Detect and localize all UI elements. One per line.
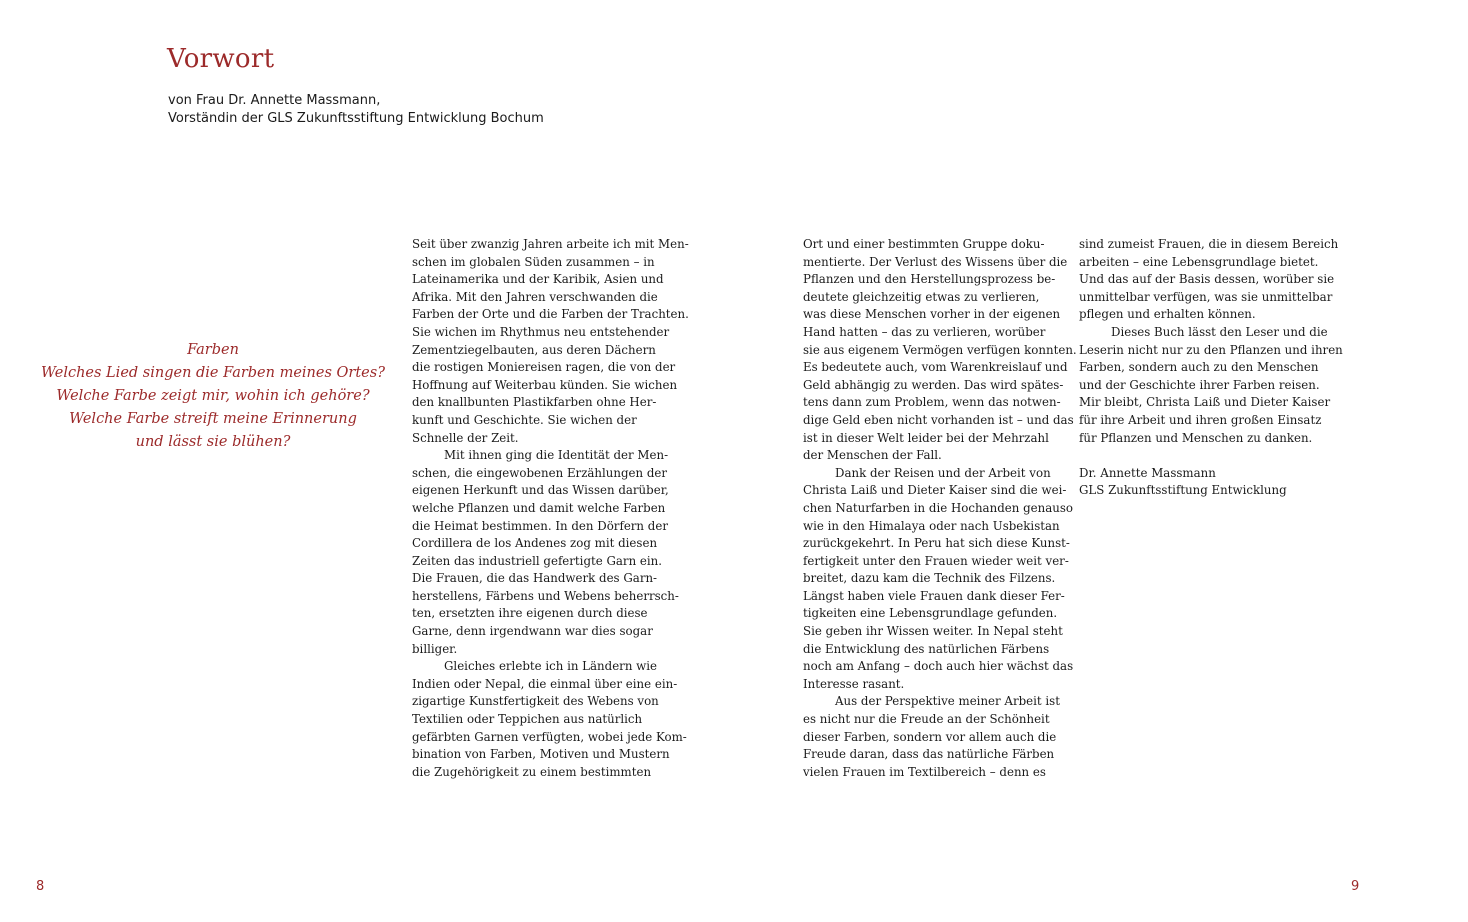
- text-line: Textilien oder Teppichen aus natürlich: [412, 712, 643, 727]
- text-line: mentierte. Der Verlust des Wissens über die: [803, 254, 1068, 269]
- text-line: für ihre Arbeit und ihren großen Einsatz: [1079, 412, 1322, 427]
- page-number-left: 8: [36, 879, 45, 894]
- text-line: Mir bleibt, Christa Laiß und Dieter Kaiser: [1079, 395, 1331, 410]
- page-number-right: 9: [1351, 879, 1360, 894]
- text-line: und der Geschichte ihrer Farben reisen.: [1079, 377, 1320, 392]
- text-line: für Pflanzen und Menschen zu danken.: [1079, 430, 1313, 445]
- text-line: Christa Laiß und Dieter Kaiser sind die wei-: [803, 483, 1067, 498]
- text-line: Gleiches erlebte ich in Ländern wie: [444, 659, 658, 674]
- text-line: Seit über zwanzig Jahren arbeite ich mit Men-: [412, 237, 689, 251]
- text-line: ist in dieser Welt leider bei der Mehrzahl: [803, 430, 1049, 445]
- poem-line: Welche Farbe zeigt mir, wohin ich gehöre?: [56, 388, 370, 404]
- text-line: die rostigen Moniereisen ragen, die von der: [412, 360, 676, 375]
- text-line: Hand hatten – das zu verlieren, worüber: [803, 324, 1046, 339]
- text-line: Längst haben viele Frauen dank dieser Fer-: [803, 588, 1065, 603]
- text-line: welche Pflanzen und damit welche Farben: [412, 500, 666, 515]
- text-line: fertigkeit unter den Frauen wieder weit ver-: [803, 553, 1069, 568]
- text-line: Leserin nicht nur zu den Pflanzen und ihren: [1079, 342, 1343, 357]
- text-line: Cordillera de los Andenes zog mit diesen: [412, 536, 658, 551]
- poem-quote: [30, 339, 396, 454]
- byline-line: von Frau Dr. Annette Massmann,: [168, 93, 381, 108]
- text-line: Es bedeutete auch, vom Warenkreislauf und: [803, 360, 1068, 375]
- poem-line: Welches Lied singen die Farben meines Ortes?: [41, 365, 385, 381]
- poem-line: und lässt sie blühen?: [135, 434, 291, 450]
- text-column-1: [412, 236, 689, 781]
- text-line: Freude daran, dass das natürliche Färben: [803, 747, 1055, 762]
- text-line: chen Naturfarben in die Hochanden genauso: [803, 500, 1073, 515]
- byline-line: Vorständin der GLS Zukunftsstiftung Entwicklung Bochum: [168, 111, 544, 126]
- text-line: den knallbunten Plastikfarben ohne Her-: [412, 395, 657, 410]
- text-line: Die Frauen, die das Handwerk des Garn-: [412, 571, 658, 586]
- text-line: tigkeiten eine Lebensgrundlage gefunden.: [803, 606, 1058, 621]
- text-line: Pflanzen und den Herstellungsprozess be-: [803, 272, 1056, 287]
- text-line: Interesse rasant.: [803, 676, 905, 691]
- text-line: Farben der Orte und die Farben der Trachten.: [412, 307, 689, 322]
- text-line: Dieses Buch lässt den Leser und die: [1111, 324, 1328, 339]
- text-line: Hoffnung auf Weiterbau künden. Sie wichen: [412, 377, 678, 392]
- text-column-2: [803, 236, 1077, 781]
- text-line: was diese Menschen vorher in der eigenen: [803, 307, 1061, 322]
- poem-line: Welche Farbe streift meine Erinnerung: [69, 411, 357, 427]
- text-line: Schnelle der Zeit.: [412, 430, 519, 445]
- text-line: die Heimat bestimmen. In den Dörfern der: [412, 518, 668, 533]
- text-line: schen im globalen Süden zusammen – in: [412, 254, 655, 269]
- text-line: billiger.: [412, 641, 458, 656]
- text-line: breitet, dazu kam die Technik des Filzens.: [803, 571, 1056, 586]
- text-line: Dank der Reisen und der Arbeit von: [835, 465, 1051, 480]
- text-line: Lateinamerika und der Karibik, Asien und: [412, 272, 664, 287]
- text-line: pflegen und erhalten können.: [1079, 307, 1256, 322]
- text-column-3: [1079, 236, 1343, 500]
- text-line: [1079, 447, 1339, 465]
- page-title: Vorwort: [167, 44, 275, 74]
- text-line: kunft und Geschichte. Sie wichen der: [412, 412, 637, 427]
- text-line: Zeiten das industriell gefertigte Garn ein.: [412, 553, 663, 568]
- text-line: tens dann zum Problem, wenn das notwen-: [803, 395, 1061, 410]
- text-line: gefärbten Garnen verfügten, wobei jede Kom-: [412, 729, 687, 744]
- text-line: Sie geben ihr Wissen weiter. In Nepal steht: [803, 624, 1063, 639]
- text-line: Aus der Perspektive meiner Arbeit ist: [835, 694, 1060, 709]
- text-line: Dr. Annette Massmann: [1079, 465, 1216, 480]
- text-line: die Zugehörigkeit zu einem bestimmten: [412, 764, 652, 779]
- text-line: GLS Zukunftsstiftung Entwicklung: [1079, 483, 1287, 498]
- text-line: unmittelbar verfügen, was sie unmittelbar: [1079, 289, 1333, 304]
- text-line: Garne, denn irgendwann war dies sogar: [412, 624, 653, 639]
- text-line: arbeiten – eine Lebensgrundlage bietet.: [1079, 254, 1319, 269]
- text-line: Afrika. Mit den Jahren verschwanden die: [412, 289, 658, 304]
- text-line: Mit ihnen ging die Identität der Men-: [444, 448, 669, 463]
- text-line: dige Geld eben nicht vorhanden ist – und das: [803, 412, 1074, 427]
- text-line: bination von Farben, Motiven und Mustern: [412, 747, 670, 762]
- text-line: vielen Frauen im Textilbereich – denn es: [803, 764, 1046, 779]
- text-line: deutete gleichzeitig etwas zu verlieren,: [803, 289, 1040, 304]
- text-line: Farben, sondern auch zu den Menschen: [1079, 360, 1319, 375]
- text-line: dieser Farben, sondern vor allem auch die: [803, 729, 1057, 744]
- text-line: der Menschen der Fall.: [803, 448, 942, 463]
- text-line: sind zumeist Frauen, die in diesem Bereich: [1079, 237, 1339, 251]
- text-line: zurückgekehrt. In Peru hat sich diese Kunst-: [803, 536, 1070, 551]
- text-line: Geld abhängig zu werden. Das wird spätes-: [803, 377, 1064, 392]
- poem-line: Farben: [187, 342, 239, 358]
- text-line: eigenen Herkunft und das Wissen darüber,: [412, 483, 669, 498]
- text-line: herstellens, Färbens und Webens beherrsch-: [412, 588, 679, 603]
- author-byline: [168, 92, 544, 128]
- text-line: Indien oder Nepal, die einmal über eine ein-: [412, 676, 678, 691]
- text-line: es nicht nur die Freude an der Schönheit: [803, 712, 1050, 727]
- text-line: Und das auf der Basis dessen, worüber sie: [1079, 272, 1335, 287]
- text-line: Zementziegelbauten, aus deren Dächern: [412, 342, 656, 357]
- text-line: zigartige Kunstfertigkeit des Webens von: [412, 694, 659, 709]
- text-line: noch am Anfang – doch auch hier wächst das: [803, 659, 1074, 674]
- text-line: Sie wichen im Rhythmus neu entstehender: [412, 324, 670, 339]
- text-line: ten, ersetzten ihre eigenen durch diese: [412, 606, 648, 621]
- text-line: sie aus eigenem Vermögen verfügen konnten.: [803, 342, 1077, 357]
- text-line: wie in den Himalaya oder nach Usbekistan: [803, 518, 1060, 533]
- text-line: Ort und einer bestimmten Gruppe doku-: [803, 237, 1045, 251]
- text-line: schen, die eingewobenen Erzählungen der: [412, 465, 668, 480]
- text-line: die Entwicklung des natürlichen Färbens: [803, 641, 1050, 656]
